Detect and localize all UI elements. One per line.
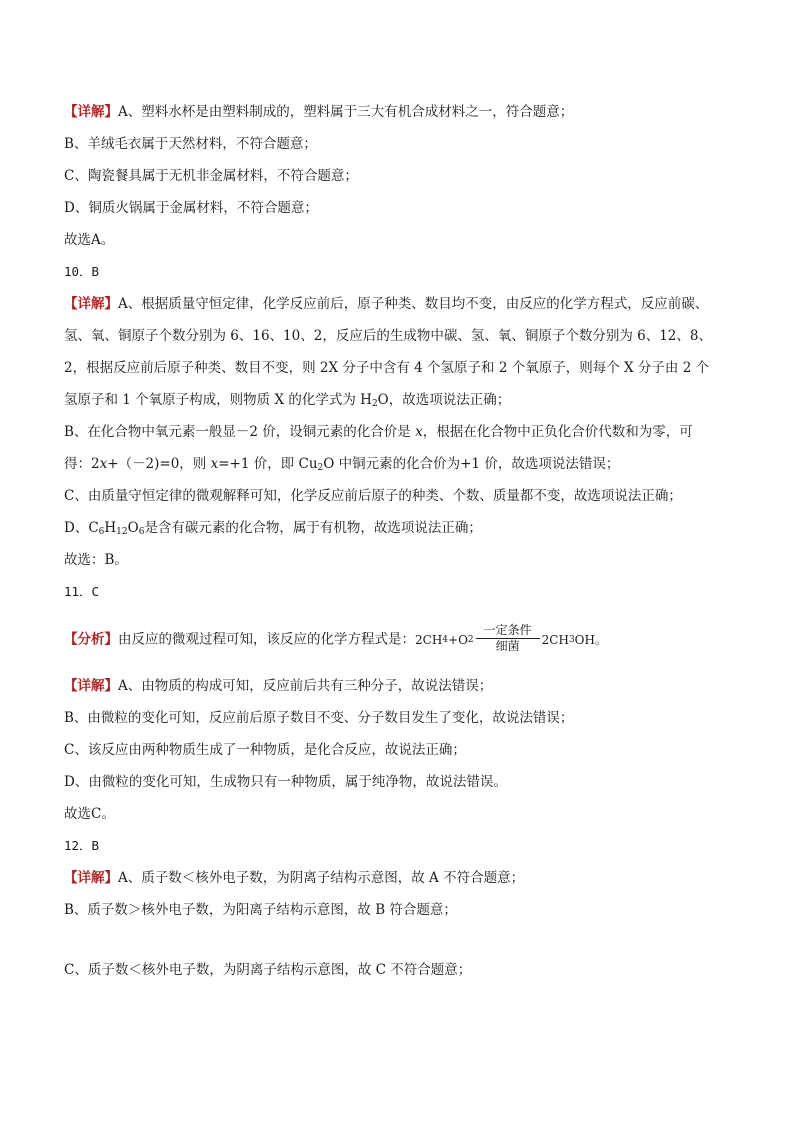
q9-conclusion: 故选A。 xyxy=(64,232,115,248)
q12-detail-line-3: C、质子数＜核外电子数，为阴离子结构示意图，故 C 不符合题意； xyxy=(64,962,472,978)
q9-detail-line-1: 【详解】A、塑料水杯是由塑料制成的，塑料属于三大有机合成材料之一，符合题意； xyxy=(64,104,574,120)
q12-detail-line-1: 【详解】A、质子数＜核外电子数，为阴离子结构示意图，故 A 不符合题意； xyxy=(64,870,525,886)
q11-header: 11．C xyxy=(64,584,100,599)
reaction-condition xyxy=(476,623,540,654)
q11-detail-line-2: B、由微粒的变化可知，反应前后原子数目不变、分子数目发生了变化，故说法错误； xyxy=(64,710,574,726)
q10-detail-line-8: D、$C_6H_{12}O_6$是含有碳元素的化合物，属于有机物，故选项说法正确； xyxy=(64,520,482,537)
q11-conclusion: 故选C。 xyxy=(64,806,115,822)
q12-detail-line-2: B、质子数＞核外电子数，为阳离子结构示意图，故 B 符合题意； xyxy=(64,902,457,918)
q11-detail-line-1: 【详解】A、由物质的构成可知，反应前后共有三种分子，故说法错误； xyxy=(64,678,493,694)
q9-detail-line-3: C、陶瓷餐具属于无机非金属材料，不符合题意； xyxy=(64,168,358,184)
q10-detail-line-6: 得：2x+（－2)=0，则 x=+1 价，即 $Cu_2O$ 中铜元素的化合价为+1 价，故选项说法错误； xyxy=(64,456,620,473)
detail-tag: 【详解】 xyxy=(64,678,118,694)
detail-tag: 【详解】 xyxy=(64,104,118,120)
q10-header: 10．B xyxy=(64,264,100,279)
q10-detail-line-2: 氢、氧、铜原子个数分别为 6、16、10、2，反应后的生成物中碳、氢、氧、铜原子个数分别为 6、12、8、 xyxy=(64,328,712,344)
chemical-equation: 2CH 4 +O 2 一定条件 细菌 2CH 3 OH。 xyxy=(415,623,607,653)
detail-tag: 【详解】 xyxy=(64,870,118,886)
analysis-tag: 【分析】 xyxy=(64,631,118,648)
q9-detail-line-2: B、羊绒毛衣属于天然材料，不符合题意； xyxy=(64,136,317,152)
q11-analysis-line: 【分析】由反应的微观过程可知，该反应的化学方程式是： 2CH 4 +O 2 一定条件 细菌 2CH 3 OH。 xyxy=(64,623,607,653)
q10-detail-line-4: 氢原子和 1 个氧原子构成，则物质 X 的化学式为 $H_2O$，故选项说法正确； xyxy=(64,392,511,409)
detail-tag: 【详解】 xyxy=(64,296,118,312)
reaction-condition-bottom: 细菌 xyxy=(495,639,520,653)
q9-detail-line-4: D、铜质火锅属于金属材料，不符合题意； xyxy=(64,200,318,216)
q10-detail-line-5: B、在化合物中氧元素一般显－2 价，设铜元素的化合价是 x，根据在化合物中正负化合价代数和为零，可 xyxy=(64,424,693,440)
q10-detail-line-3: 2，根据反应前后原子种类、数目不变，则 2X 分子中含有 4 个氢原子和 2 个氧原子，则每个 X 分子由 2 个 xyxy=(64,360,710,376)
q10-conclusion: 故选：B。 xyxy=(64,552,128,568)
q10-detail-line-1: 【详解】A、根据质量守恒定律，化学反应前后，原子种类、数目均不变，由反应的化学方程式，反应前碳、 xyxy=(64,296,709,312)
q11-detail-line-4: D、由微粒的变化可知，生成物只有一种物质，属于纯净物，故说法错误。 xyxy=(64,774,507,790)
q11-detail-line-3: C、该反应由两种物质生成了一种物质，是化合反应，故说法正确； xyxy=(64,742,466,758)
reaction-condition-top: 一定条件 xyxy=(483,623,532,637)
q12-header: 12．B xyxy=(64,838,100,853)
q10-detail-line-7: C、由质量守恒定律的微观解释可知，化学反应前后原子的种类、个数、质量都不变，故选项说法正确； xyxy=(64,488,682,504)
